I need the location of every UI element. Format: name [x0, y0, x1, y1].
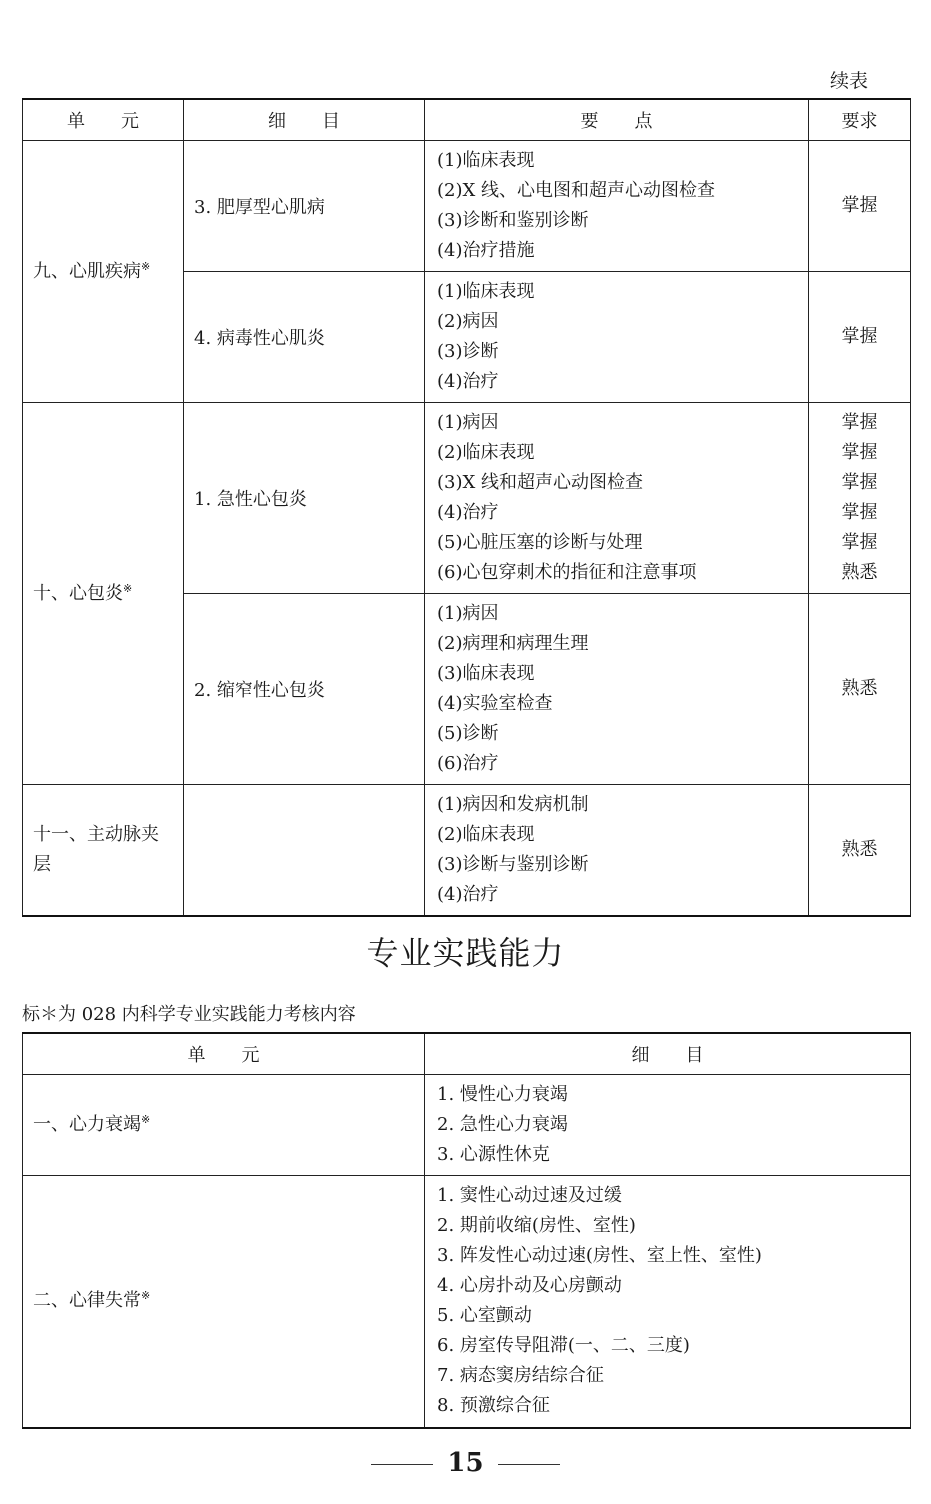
subitem-cell: 2. 缩窄性心包炎	[184, 594, 425, 785]
footer-rule-right	[498, 1464, 560, 1465]
header-unit: 单 元	[23, 99, 184, 141]
table-header-row	[23, 99, 911, 141]
keypoints-cell: (1)临床表现 (2)病因 (3)诊断 (4)治疗	[425, 272, 809, 403]
requirement-cell: 掌握	[809, 272, 911, 403]
table-row	[23, 1176, 911, 1428]
table-row	[23, 403, 911, 594]
table-header-row	[23, 1033, 911, 1075]
syllabus-table-continued	[22, 98, 911, 917]
table-row	[23, 1075, 911, 1176]
subitem-cell: 3. 肥厚型心肌病	[184, 141, 425, 272]
keypoints-cell: (1)病因 (2)病理和病理生理 (3)临床表现 (4)实验室检查 (5)诊断 (6)治疗	[425, 594, 809, 785]
practice-ability-table	[22, 1032, 911, 1429]
keypoints-cell: (1)临床表现 (2)X 线、心电图和超声心动图检查 (3)诊断和鉴别诊断 (4)治疗措施	[425, 141, 809, 272]
requirement-cell: 熟悉	[809, 785, 911, 917]
requirement-cell: 熟悉	[809, 594, 911, 785]
requirement-cell: 掌握 掌握 掌握 掌握 掌握 熟悉	[809, 403, 911, 594]
unit-cell: 一、心力衰竭※	[23, 1075, 425, 1176]
subitem-cell: 4. 病毒性心肌炎	[184, 272, 425, 403]
header-subitem: 细 目	[425, 1033, 911, 1075]
section-title: 专业实践能力	[366, 934, 565, 972]
table-row	[23, 141, 911, 272]
page-footer	[0, 1448, 931, 1478]
subitem-cell: 1. 窦性心动过速及过缓 2. 期前收缩(房性、室性) 3. 阵发性心动过速(房性、室上性、室性) 4. 心房扑动及心房颤动 5. 心室颤动 6. 房室传导阻滞(一、二、三度) 7. 病态窦房结综合征 8. 预激综合征	[425, 1176, 911, 1428]
subitem-cell	[184, 785, 425, 917]
header-requirement: 要求	[809, 99, 911, 141]
requirement-cell: 掌握	[809, 141, 911, 272]
header-subitem: 细 目	[184, 99, 425, 141]
unit-cell: 十一、主动脉夹 层	[23, 785, 184, 917]
header-keypoints: 要 点	[425, 99, 809, 141]
subitem-cell: 1. 慢性心力衰竭 2. 急性心力衰竭 3. 心源性休克	[425, 1075, 911, 1176]
keypoints-cell: (1)病因 (2)临床表现 (3)X 线和超声心动图检查 (4)治疗 (5)心脏压塞的诊断与处理 (6)心包穿刺术的指征和注意事项	[425, 403, 809, 594]
note-text: 标＊为 028 内科学专业实践能力考核内容	[22, 1004, 356, 1025]
unit-cell: 九、心肌疾病※	[23, 141, 184, 403]
footer-rule-left	[371, 1464, 433, 1465]
header-unit: 单 元	[23, 1033, 425, 1075]
page-number: 15	[447, 1448, 484, 1478]
unit-cell: 二、心律失常※	[23, 1176, 425, 1428]
keypoints-cell: (1)病因和发病机制 (2)临床表现 (3)诊断与鉴别诊断 (4)治疗	[425, 785, 809, 917]
subitem-cell: 1. 急性心包炎	[184, 403, 425, 594]
table-row	[23, 785, 911, 917]
continued-label: 续表	[830, 70, 869, 92]
unit-cell: 十、心包炎※	[23, 403, 184, 785]
